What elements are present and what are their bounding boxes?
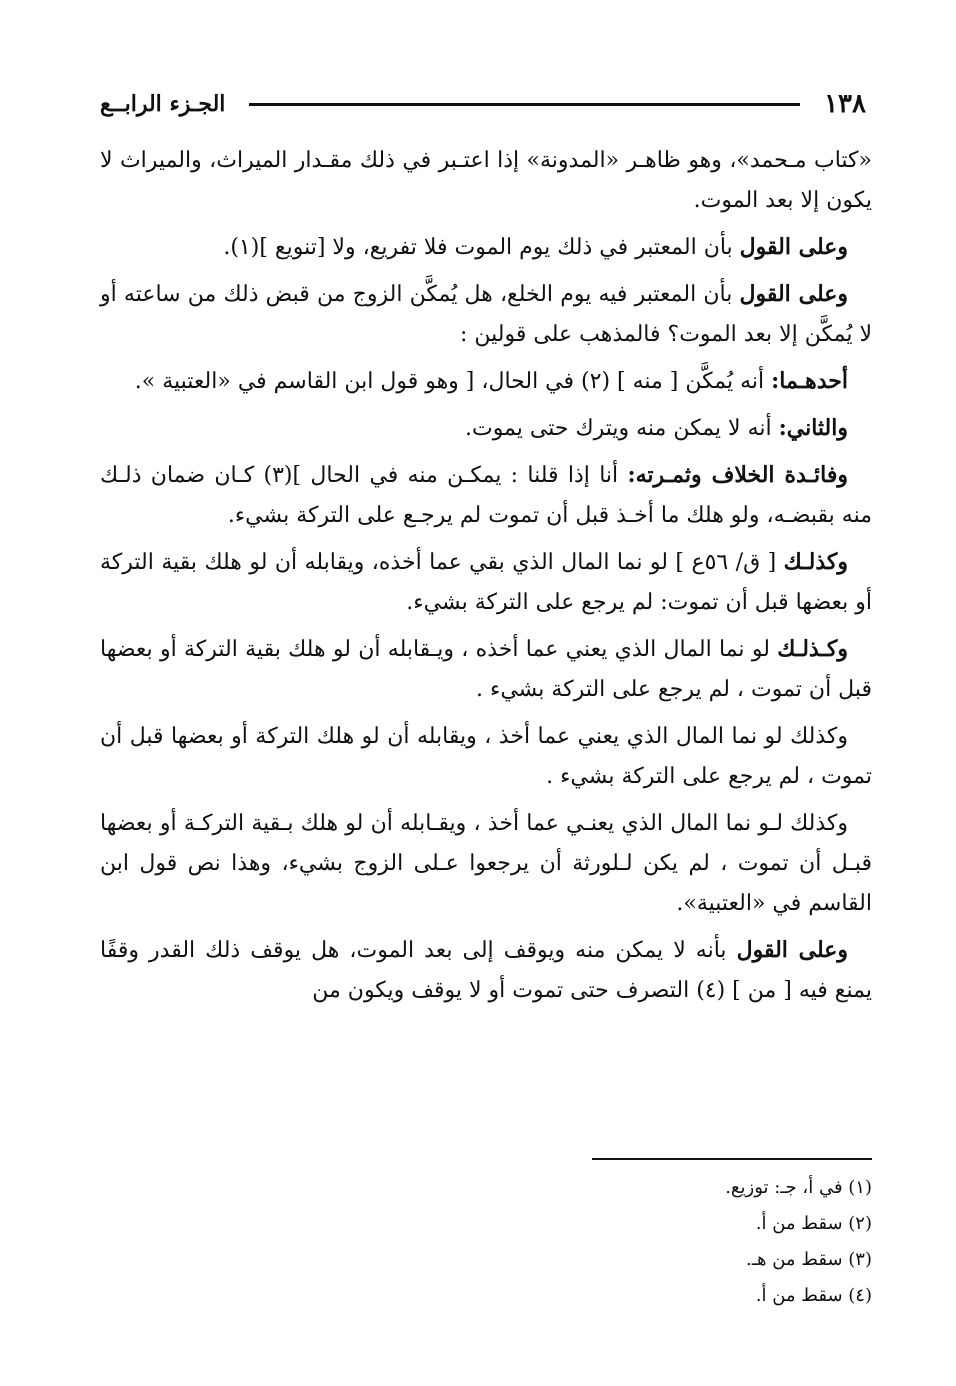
paragraph — [100, 274, 872, 355]
paragraph-lead: وكـذلـك — [777, 636, 848, 662]
paragraph — [100, 408, 872, 449]
paragraph-lead: وعلى القول — [739, 234, 848, 260]
paragraph-text: أنه يُمكَّن [ منه ] (٢) في الحال، [ وهو قول ابن القاسم في «العتبية ». — [134, 369, 772, 394]
paragraph-lead: وعلى القول — [739, 281, 848, 307]
footnote-separator — [592, 1158, 872, 1160]
paragraph-lead: وعلى القول — [736, 937, 848, 963]
paragraph-text: لو نما المال الذي يعني عما أخذه ، ويـقابله أن لو هلك بقية التركة أو بعضها قبل أن تموت ، لم يرجع على التركة بشيء . — [100, 637, 872, 702]
paragraph-lead: وفائـدة الخلاف وثمـرته: — [627, 462, 849, 488]
paragraph — [100, 140, 872, 221]
page-number: ١٣٨ — [824, 89, 866, 119]
paragraph-text: بأن المعتبر في ذلك يوم الموت فلا تفريع، ولا [تنويع ](١). — [223, 235, 740, 260]
page-header — [100, 80, 866, 128]
paragraph — [100, 542, 872, 623]
paragraph-text: أنا إذا قلنا : يمكـن منه في الحال ](٣) كـان ضمان ذلـك منه بقبضـه، ولو هلك ما أخـذ قبل أن تموت لم يرجـع على التركة بشيء. — [100, 463, 872, 528]
paragraph — [100, 361, 872, 402]
footnote-item: (٣) سقط من هـ. — [746, 1249, 872, 1270]
paragraph — [100, 930, 872, 1011]
footnote-item: (٤) سقط من أ. — [755, 1285, 872, 1306]
paragraph-lead: وكذلـك — [783, 549, 849, 575]
paragraph — [100, 716, 872, 797]
paragraph-text: أنه لا يمكن منه ويترك حتى يموت. — [464, 416, 779, 441]
running-title: الجـزء الرابــع — [100, 91, 226, 117]
header-rule — [249, 103, 800, 106]
footnotes — [100, 1170, 872, 1314]
paragraph-text: بأن المعتبر فيه يوم الخلع، هل يُمكَّن الزوج من قبض ذلك من ساعته أو لا يُمكَّن إلا بعد الموت؟ فالمذهب على قولين : — [100, 282, 872, 347]
body-text — [100, 140, 872, 1017]
paragraph-text: [ ق/ ٥٦ع ] لو نما المال الذي بقي عما أخذه، ويقابله أن لو هلك بقية التركة أو بعضها قبل أن تموت: لم يرجع على التركة بشيء. — [100, 550, 872, 615]
paragraph-text: وكذلك لـو نما المال الذي يعنـي عما أخذ ، ويقـابله أن لو هلك بـقية التركـة أو بعضها قبـل أن تموت ، لم يكن لـلورثة أن يرجعوا عـلى الزوج بشيء، وهذا نص قول ابن القاسم في «العتبية». — [100, 811, 872, 916]
footnote-item: (٢) سقط من أ. — [755, 1213, 872, 1234]
paragraph — [100, 455, 872, 536]
paragraph-lead: أحدهـما: — [771, 368, 848, 394]
footnote-item: (١) في أ، جـ: توزيع. — [725, 1177, 872, 1198]
paragraph-text: «كتاب مـحمد»، وهو ظاهـر «المدونة» إذا اعتـبر في ذلك مقـدار الميراث، والميراث لا يكون إلا بعد الموت. — [100, 148, 872, 213]
paragraph-lead: والثاني: — [778, 415, 848, 441]
paragraph — [100, 803, 872, 924]
paragraph-text: بأنه لا يمكن منه ويوقف إلى بعد الموت، هل يوقف ذلك القدر وقفًا يمنع فيه [ من ] (٤) التصرف حتى تموت أو لا يوقف ويكون من — [100, 938, 872, 1003]
paragraph — [100, 227, 872, 268]
paragraph — [100, 629, 872, 710]
paragraph-text: وكذلك لو نما المال الذي يعني عما أخذ ، ويقابله أن لو هلك التركة أو بعضها قبل أن تموت ، لم يرجع على التركة بشيء . — [100, 724, 872, 789]
